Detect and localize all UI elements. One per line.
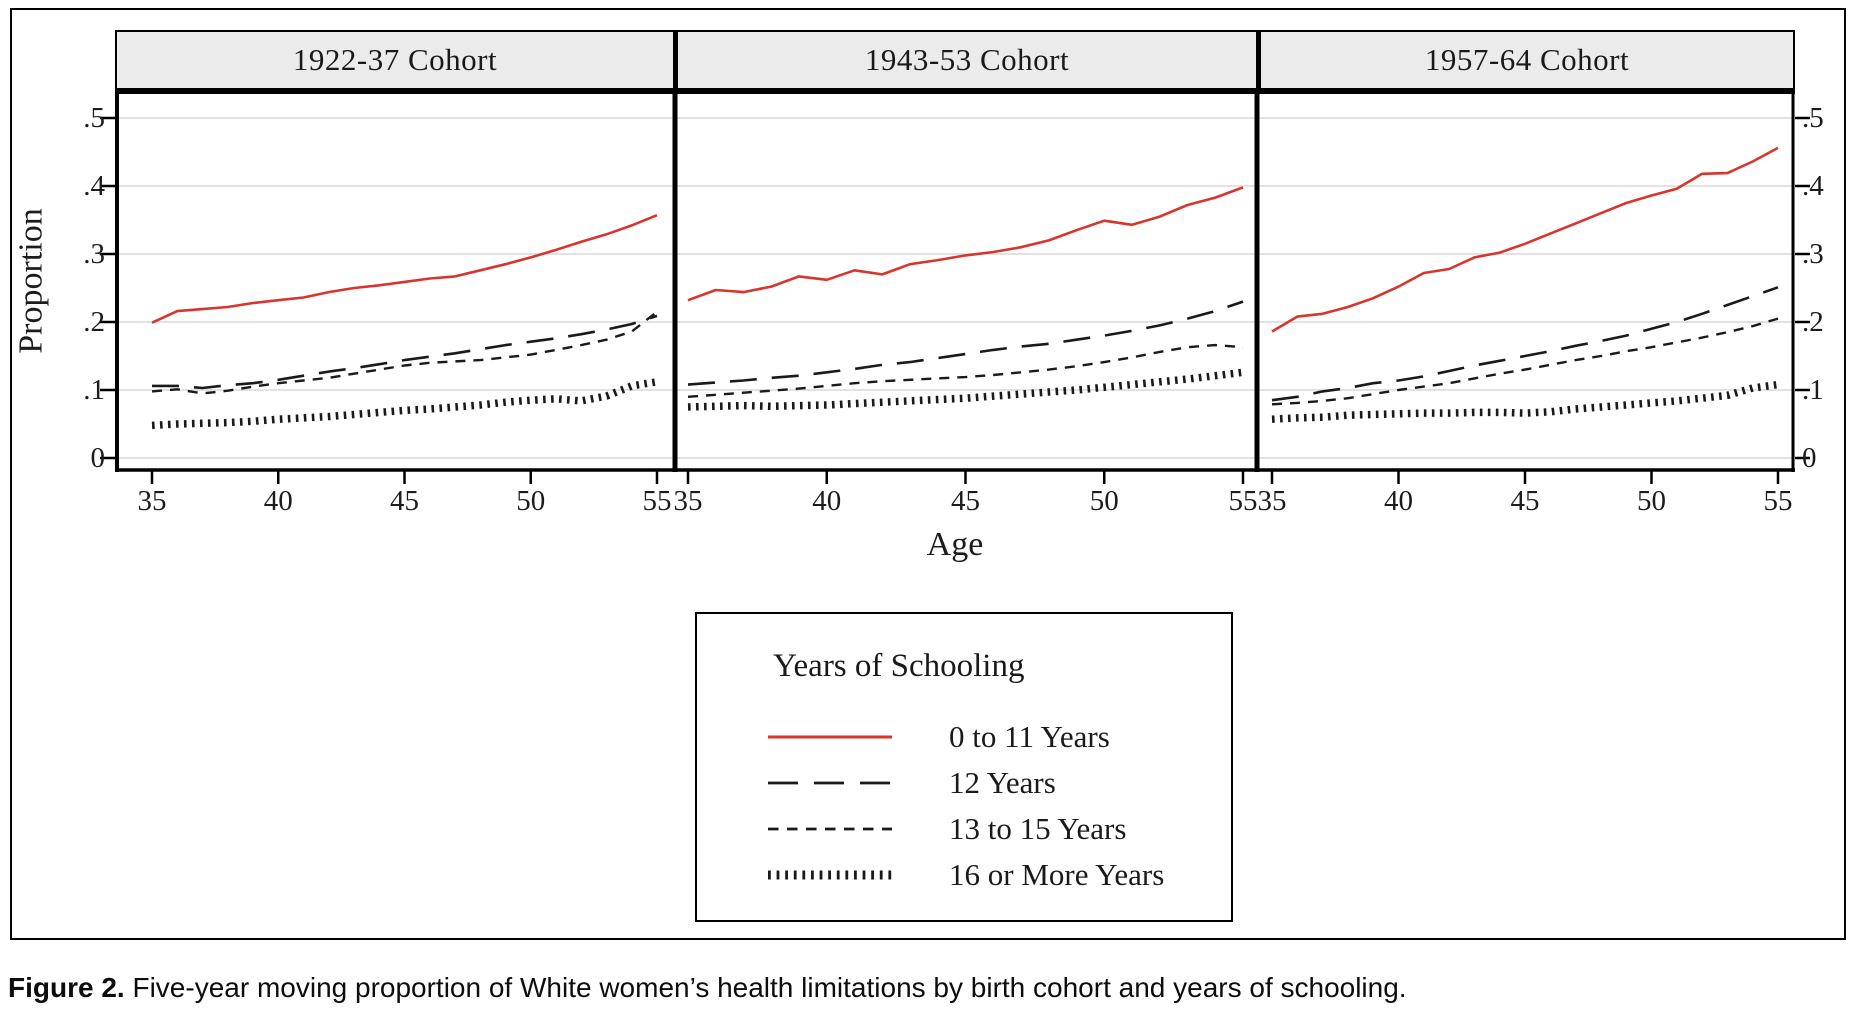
- x-tick-label: 55: [642, 485, 672, 517]
- y-tick-label: .3: [1802, 238, 1824, 270]
- legend-items: [697, 714, 1231, 898]
- panel-header-1922-37: [117, 32, 673, 88]
- legend-entry: [697, 714, 1231, 760]
- legend-label: 0 to 11 Years: [949, 719, 1110, 754]
- y-tick-label: 0: [90, 442, 105, 474]
- legend-sample-solid: [765, 729, 895, 745]
- x-tick-label: 45: [1510, 485, 1540, 517]
- panel-header-1943-53: [678, 32, 1256, 88]
- y-axis-title-text: Proportion: [13, 208, 51, 354]
- legend-label: 12 Years: [949, 765, 1056, 800]
- x-tick-label: 55: [1228, 485, 1258, 517]
- legend-entry: [697, 852, 1231, 898]
- series-line-solid: [688, 187, 1243, 300]
- series-line-short-dash: [152, 312, 657, 394]
- series-line-long-dash: [688, 302, 1243, 385]
- y-tick-label: 0: [1802, 442, 1817, 474]
- y-tick-label: .1: [83, 374, 105, 406]
- plot-area: [115, 90, 1795, 472]
- legend-sample-dotted: [765, 867, 895, 883]
- caption-figure-number: Figure 2.: [8, 972, 125, 1003]
- legend-sample-short-dash: [765, 821, 895, 837]
- x-tick-label: 40: [1384, 485, 1413, 517]
- y-tick-label: .4: [83, 170, 105, 202]
- y-tick-label: .5: [1802, 102, 1824, 134]
- series-line-dotted: [152, 382, 657, 426]
- x-tick-label: 35: [1257, 485, 1287, 517]
- x-tick-label: 50: [1637, 485, 1666, 517]
- series-line-short-dash: [688, 345, 1243, 397]
- series-line-long-dash: [1272, 287, 1778, 400]
- panel-title: 1957-64 Cohort: [1424, 42, 1630, 77]
- y-axis-title: [8, 90, 56, 472]
- legend-entry: [697, 806, 1231, 852]
- legend-sample-long-dash: [765, 775, 895, 791]
- legend-label: 16 or More Years: [949, 857, 1165, 892]
- y-tick-label: .4: [1802, 170, 1824, 202]
- x-tick-label: 50: [516, 485, 546, 517]
- x-tick-label: 35: [137, 485, 167, 517]
- x-tick-label: 45: [390, 485, 419, 517]
- series-line-long-dash: [152, 316, 657, 388]
- x-tick-label: 40: [812, 485, 842, 517]
- y-tick-label: .2: [1802, 306, 1824, 338]
- y-tick-label: .2: [83, 306, 105, 338]
- x-tick-label: 50: [1089, 485, 1119, 517]
- caption-text: Five-year moving proportion of White women’s health limitations by birth cohort and years of schooling.: [124, 972, 1407, 1003]
- legend-title: Years of Schooling: [773, 648, 1025, 684]
- panel-title: 1943-53 Cohort: [864, 42, 1070, 77]
- series-line-short-dash: [1272, 319, 1778, 405]
- legend: [695, 612, 1233, 922]
- panel-header-1957-64: [1261, 32, 1793, 88]
- x-axis-title: Age: [926, 526, 984, 563]
- y-tick-label: .5: [83, 102, 105, 134]
- x-tick-label: 40: [263, 485, 293, 517]
- series-line-solid: [1272, 148, 1778, 332]
- x-tick-label: 45: [951, 485, 980, 517]
- panel-title: 1922-37 Cohort: [292, 42, 498, 77]
- series-line-solid: [152, 215, 657, 323]
- panel-divider-line: [1255, 90, 1260, 472]
- x-tick-label: 55: [1763, 485, 1793, 517]
- figure-caption: [8, 972, 1856, 1004]
- legend-entry: [697, 760, 1231, 806]
- x-tick-label: 35: [673, 485, 703, 517]
- panel-divider-line: [673, 90, 678, 472]
- legend-label: 13 to 15 Years: [949, 811, 1127, 846]
- y-tick-label: .1: [1802, 374, 1824, 406]
- panel-header-band: [115, 30, 1795, 90]
- y-tick-label: .3: [83, 238, 105, 270]
